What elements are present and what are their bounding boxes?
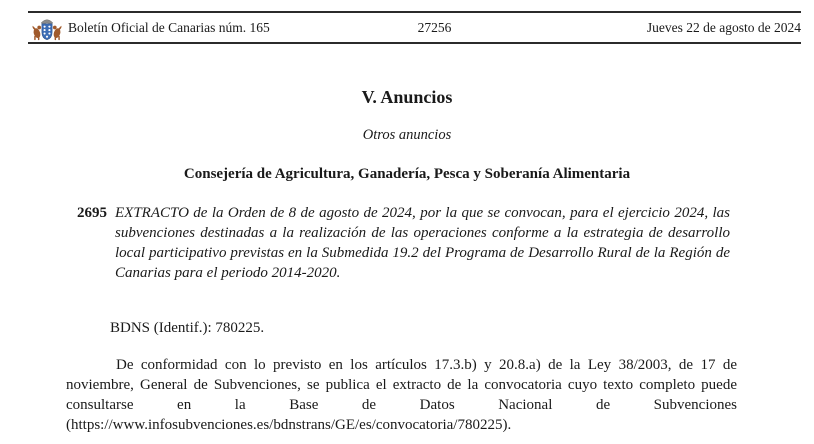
announcement-entry: [66, 203, 737, 283]
entry-number: 2695: [77, 205, 107, 221]
section-subtitle: Otros anuncios: [362, 127, 452, 143]
bdns-identifier-line: BDNS (Identif.): 780225.: [110, 320, 265, 336]
section-title: V. Anuncios: [361, 87, 453, 107]
entry-body-text: De conformidad con lo previsto en los artículos 17.3.b) y 20.8.a) de la Ley 38/2003, de 17 de noviembre, General de Subvenciones, se publica el extracto de la convocatoria cuyo texto completo puede consultarse en la Base de Datos Nacional de Subvenciones (https://www.infosubvenciones.es/bdnstrans/GE/es/convocatoria/780225).: [66, 357, 737, 433]
bulletin-title: Boletín Oficial de Canarias núm. 165: [68, 19, 270, 35]
header-row: [28, 13, 801, 42]
page-header: [28, 11, 801, 44]
department-heading: Consejería de Agricultura, Ganadería, Pesca y Soberanía Alimentaria: [183, 166, 631, 182]
header-date: Jueves 22 de agosto de 2024: [646, 19, 801, 35]
entry-extract-text: EXTRACTO de la Orden de 8 de agosto de 2024, por la que se convocan, para el ejercicio 2024, las subvenciones destinadas a la realización de las operaciones conforme a la estrategia de desarrollo local participativo previstas en la Submedida 19.2 del Programa de Desarrollo Rural de la Región de Canarias para el periodo 2014-2020.: [115, 205, 730, 281]
page-number: 27256: [417, 19, 452, 35]
